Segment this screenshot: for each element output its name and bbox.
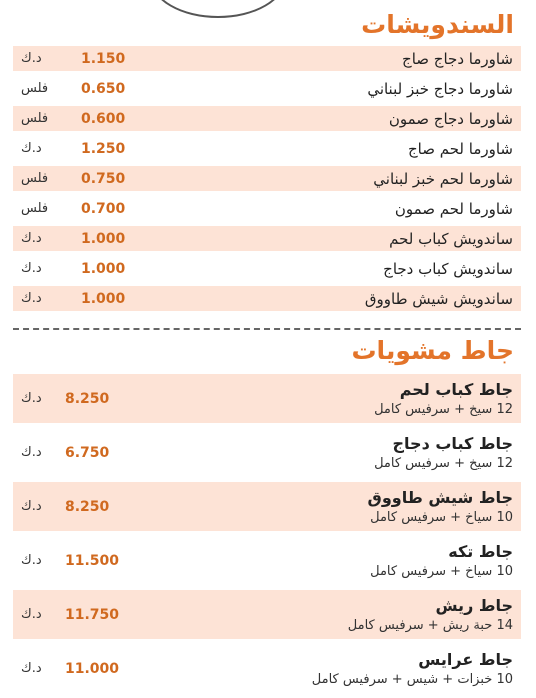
grill-item [13,644,521,693]
logo-circle-edge [150,0,286,18]
item-price-value: 11.500 [65,552,120,569]
grill-name: جاط عرايس [418,649,513,669]
grill-description: 12 سيخ + سرفيس كامل [374,455,513,471]
item-name: شاورما لحم خبز لبناني [373,169,513,188]
item-price [21,141,125,157]
item-currency: فلس [21,201,49,216]
grill-text [113,487,513,527]
item-currency: د.ك [21,141,42,156]
grill-item [13,590,521,639]
grill-name: جاط شيش طاووق [367,487,513,507]
grill-text [113,649,513,689]
item-name: شاورما لحم صاج [408,139,513,158]
grill-name: جاط تكه [448,541,513,561]
item-price-value: 11.000 [65,660,120,677]
item-price [21,111,125,127]
grill-text [113,433,513,473]
item-name: شاورما دجاج خبز لبناني [367,79,513,98]
item-name: شاورما دجاج صمون [388,109,513,128]
sandwich-item [13,46,521,71]
grill-price [21,606,120,623]
item-name: ساندويش كباب دجاج [383,259,513,278]
item-price [21,51,125,67]
grill-description: 10 سياخ + سرفيس كامل [370,509,513,525]
sandwich-item [13,106,521,131]
grill-item [13,536,521,585]
item-currency: د.ك [21,231,42,246]
item-price-value: 1.250 [81,140,126,157]
item-currency: د.ك [21,291,42,306]
grills-list [13,374,521,698]
sandwich-item [13,226,521,251]
section-divider [13,328,521,330]
item-currency: فلس [21,81,49,96]
grill-item [13,482,521,531]
grill-name: جاط كباب لحم [399,379,513,399]
item-price [21,291,125,307]
grill-description: 12 سيخ + سرفيس كامل [374,401,513,417]
item-name: شاورما دجاج صاج [402,49,513,68]
grill-price [21,499,113,515]
item-currency: د.ك [21,51,42,66]
grills-section-title: جاط مشويات [351,336,514,365]
item-price [21,261,125,277]
grill-price [21,552,120,569]
item-price-value: 11.750 [65,606,120,623]
item-currency: د.ك [21,445,42,460]
grill-description: 10 سياخ + سرفيس كامل [370,563,513,579]
sandwich-item [13,256,521,281]
grill-text [113,541,513,581]
item-currency: د.ك [21,391,42,406]
sandwich-item [13,76,521,101]
item-currency: د.ك [21,607,42,622]
sandwich-item [13,286,521,311]
grill-description: 10 خبزات + شيس + سرفيس كامل [311,671,513,687]
item-price [21,201,125,217]
sandwich-item [13,196,521,221]
item-currency: د.ك [21,661,42,676]
item-price-value: 8.250 [65,498,110,515]
item-price [21,171,125,187]
item-price-value: 1.000 [81,260,126,277]
item-currency: د.ك [21,261,42,276]
grill-name: جاط ريش [435,595,513,615]
item-price-value: 6.750 [65,444,110,461]
grill-price [21,445,113,461]
grill-price [21,391,113,407]
item-price [21,231,125,247]
sandwiches-list [13,46,521,316]
grill-text [113,379,513,419]
item-currency: د.ك [21,499,42,514]
item-name: شاورما لحم صمون [394,199,513,218]
item-price-value: 0.600 [81,110,126,127]
sandwich-item [13,166,521,191]
grill-item [13,374,521,423]
grill-name: جاط كباب دجاج [392,433,513,453]
sandwich-item [13,136,521,161]
grill-description: 14 حبة ريش + سرفيس كامل [347,617,513,633]
item-name: ساندويش كباب لحم [389,229,513,248]
item-price [21,81,125,97]
grill-text [113,595,513,635]
item-price-value: 1.000 [81,290,126,307]
grill-item [13,428,521,477]
item-price-value: 1.000 [81,230,126,247]
item-price-value: 0.700 [81,200,126,217]
sandwiches-section-title: السندويشات [361,10,514,39]
item-price-value: 0.650 [81,80,126,97]
item-currency: فلس [21,111,49,126]
item-price-value: 1.150 [81,50,126,67]
item-currency: د.ك [21,553,42,568]
item-currency: فلس [21,171,49,186]
item-price-value: 0.750 [81,170,126,187]
grill-price [21,660,120,677]
item-name: ساندويش شيش طاووق [364,289,513,308]
item-price-value: 8.250 [65,390,110,407]
